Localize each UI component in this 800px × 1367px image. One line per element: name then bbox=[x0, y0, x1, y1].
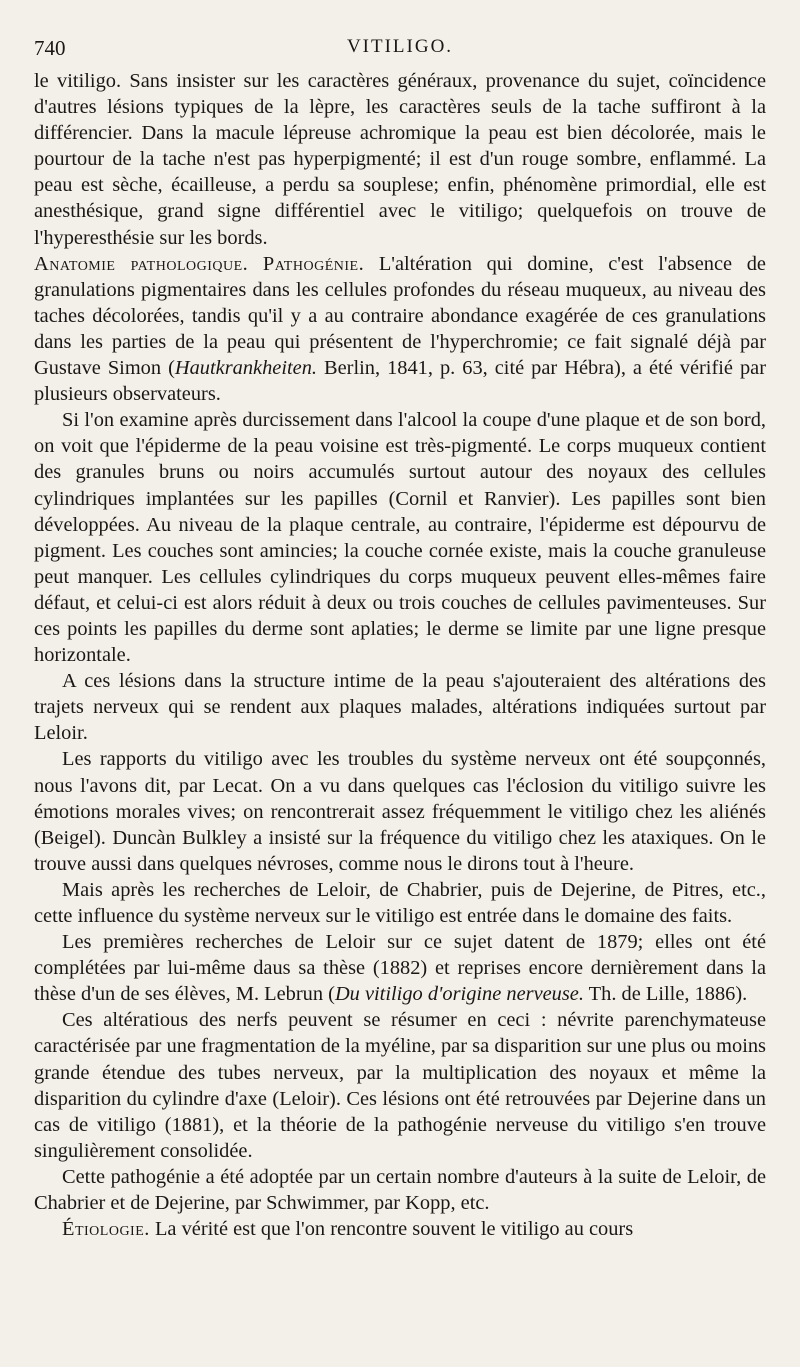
paragraph-histology: Si l'on examine après durcissement dans l'alcool la coupe d'une plaque et de son bord, on voit que l'épiderme de la peau voisine est très-pigmenté. Le corps muqueux contient des granules bruns ou noirs accumulés surtout autour des noyaux des cellules cylindriques implantées sur les papilles (Cornil et Ranvier). Les papilles sont bien développées. Au niveau de la plaque centrale, au contraire, l'épiderme est dépourvu de pigment. Les couches sont amincies; la couche cornée existe, mais la couche granuleuse peut manquer. Les cellules cylindriques du corps muqueux peuvent elles-mêmes faire défaut, et celui-ci est alors réduit à deux ou trois couches de cellules pavimenteuses. Sur ces points les papilles du derme sont aplaties; le derme se limite par une ligne presque horizontale. bbox=[34, 409, 766, 667]
paragraph-leloir-research bbox=[34, 929, 766, 1007]
paragraph-nerve-alterations: A ces lésions dans la structure intime de la peau s'ajouteraient des altérations des trajets nerveux qui se rendent aux plaques malades, altérations indiquées surtout par Leloir. bbox=[34, 670, 766, 745]
paragraph-text: L'altération qui domine, c'est l'absence de granulations pigmentaires dans les cellules profondes du réseau muqueux, au niveau des taches décolorées, tandis qu'il y a au contraire abondance exagérée de ces granulations dans les parties de la peau qui présentent de l'hyperchromie; ce fait signalé déjà par Gustave Simon ( bbox=[34, 252, 766, 380]
page-number: 740 bbox=[34, 36, 66, 60]
paragraph-text: Th. de Lille, 1886). bbox=[583, 983, 748, 1006]
paragraph-anatomie-pathologique bbox=[34, 251, 766, 408]
paragraph-lepra-differentiation: le vitiligo. Sans insister sur les caractères généraux, provenance du sujet, coïncidence d'autres lésions typiques de la lèpre, les caractères seuls de la tache suffiront à la différencier. Dans la macule lépreuse achromique la peau est bien décolorée, mais le pourtour de la tache n'est pas hyperpigmenté; il est d'un rouge sombre, enflammé. La peau est sèche, écailleuse, a perdu sa souplese; enfin, phénomène primordial, elle est anesthésique, grand signe différentiel avec le vitiligo; quelquefois on trouve de l'hyperesthésie sur les bords. bbox=[34, 70, 766, 249]
italic-citation: Hautkrankheiten. bbox=[174, 357, 318, 380]
paragraph-research: Mais après les recherches de Leloir, de Chabrier, puis de Dejerine, de Pitres, etc., cette influence du système nerveux sur le vitiligo est entrée dans le domaine des faits. bbox=[34, 878, 766, 927]
paragraph-nerve-summary: Ces altératious des nerfs peuvent se résumer en ceci : névrite parenchymateuse caractérisée par une fragmentation de la myéline, par sa disparition sur une plus ou moins grande étendue des tubes nerveux, par la multiplication des noyaux et même la disparition du cylindre d'axe (Leloir). Ces lésions ont été retrouvées par Dejerine dans un cas de vitiligo (1881), et la théorie de la pathogénie nerveuse du vitiligo s'en trouve singulièrement consolidée. bbox=[34, 1009, 766, 1162]
section-heading-anatomie: Anatomie pathologique. bbox=[34, 252, 249, 275]
paragraph-etiologie bbox=[34, 1216, 766, 1242]
running-title: VITILIGO. bbox=[346, 36, 454, 57]
paragraph-text: Berlin, 1841, p. 63, cité par Hébra), a été vérifié par plusieurs observateurs. bbox=[34, 357, 766, 406]
body-text bbox=[34, 68, 766, 1242]
paragraph-pathogenie-adoption: Cette pathogénie a été adoptée par un certain nombre d'auteurs à la suite de Leloir, de Chabrier et de Dejerine, par Schwimmer, par Kopp, etc. bbox=[34, 1165, 766, 1215]
section-heading-etiologie: Étiologie. bbox=[62, 1218, 150, 1241]
section-heading-pathogenie: Pathogénie. bbox=[262, 252, 365, 275]
paragraph-text: Les premières recherches de Leloir sur ce sujet datent de 1879; elles ont été complétées par lui-même daus sa thèse (1882) et reprises encore dernièrement dans la thèse d'un de ses élèves, M. Lebrun ( bbox=[34, 931, 766, 1006]
italic-citation: Du vitiligo d'origine nerveuse. bbox=[334, 983, 584, 1006]
paragraph-nervous-system: Les rapports du vitiligo avec les troubles du système nerveux ont été soupçonnés, nous l'avons dit, par Lecat. On a vu dans quelques cas l'éclosion du vitiligo suivre les émotions morales vives; on rencontrerait assez fréquemment le vitiligo chez les aliénés (Beigel). Duncàn Bulkley a insisté sur la fréquence du vitiligo chez les ataxiques. On le trouve aussi dans quelques névroses, comme nous le dirons tout à l'heure. bbox=[34, 748, 766, 875]
paragraph-text: La vérité est que l'on rencontre souvent le vitiligo au cours bbox=[149, 1218, 634, 1241]
page-header bbox=[34, 36, 766, 62]
